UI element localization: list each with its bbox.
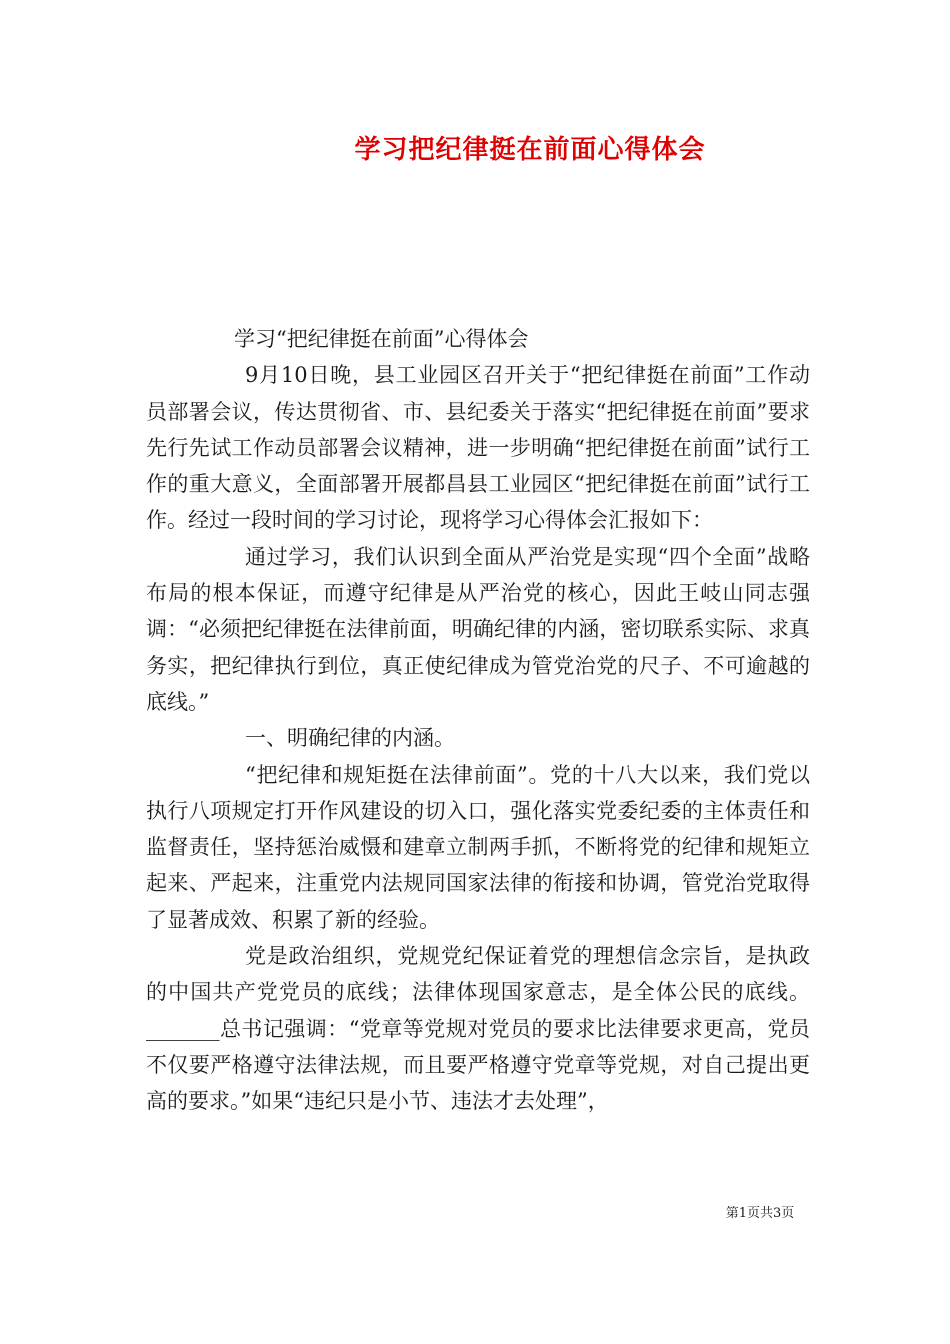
- paragraph: “把纪律和规矩挺在法律前面”。党的十八大以来，我们党以执行八项规定打开作风建设的切入口，强化落实党委纪委的主体责任和监督责任，坚持惩治威慑和建章立制两手抓，不断将党的纪律和规矩立起来、严起来，注重党内法规同国家法律的衔接和协调，管党治党取得了显著成效、积累了新的经验。: [146, 762, 810, 932]
- paragraph: 通过学习，我们认识到全面从严治党是实现“四个全面”战略布局的根本保证，而遵守纪律是从严治党的核心，因此王岐山同志强调：“必须把纪律挺在法律前面，明确纪律的内涵，密切联系实际、求真务实，把纪律执行到位，真正使纪律成为管党治党的尺子、不可逾越的底线。”: [146, 544, 810, 714]
- paragraph: 党是政治组织，党规党纪保证着党的理想信念宗旨，是执政的中国共产党党员的底线；法律体现国家意志，是全体公民的底线。_______总书记强调：“党章等党规对党员的要求比法律要求更高，党员不仅要严格遵守法律法规，而且要严格遵守党章等党规，对自己提出更高的要求。”如果“违纪只是小节、违法才去处理”，: [146, 944, 810, 1114]
- document-body: [146, 321, 810, 1120]
- paragraph: 9月10日晚，县工业园区召开关于“把纪律挺在前面”工作动员部署会议，传达贯彻省、市、县纪委关于落实“把纪律挺在前面”要求先行先试工作动员部署会议精神，进一步明确“把纪律挺在前面”试行工作的重大意义，全面部署开展都昌县工业园区“把纪律挺在前面”试行工作。经过一段时间的学习讨论，现将学习心得体会汇报如下：: [146, 363, 810, 533]
- document-title: 学习把纪律挺在前面心得体会: [354, 135, 706, 165]
- page-number: 第1页共3页: [725, 1206, 795, 1221]
- document-subtitle: 学习“把纪律挺在前面”心得体会: [234, 327, 529, 351]
- section-heading: 一、明确纪律的内涵。: [245, 726, 455, 751]
